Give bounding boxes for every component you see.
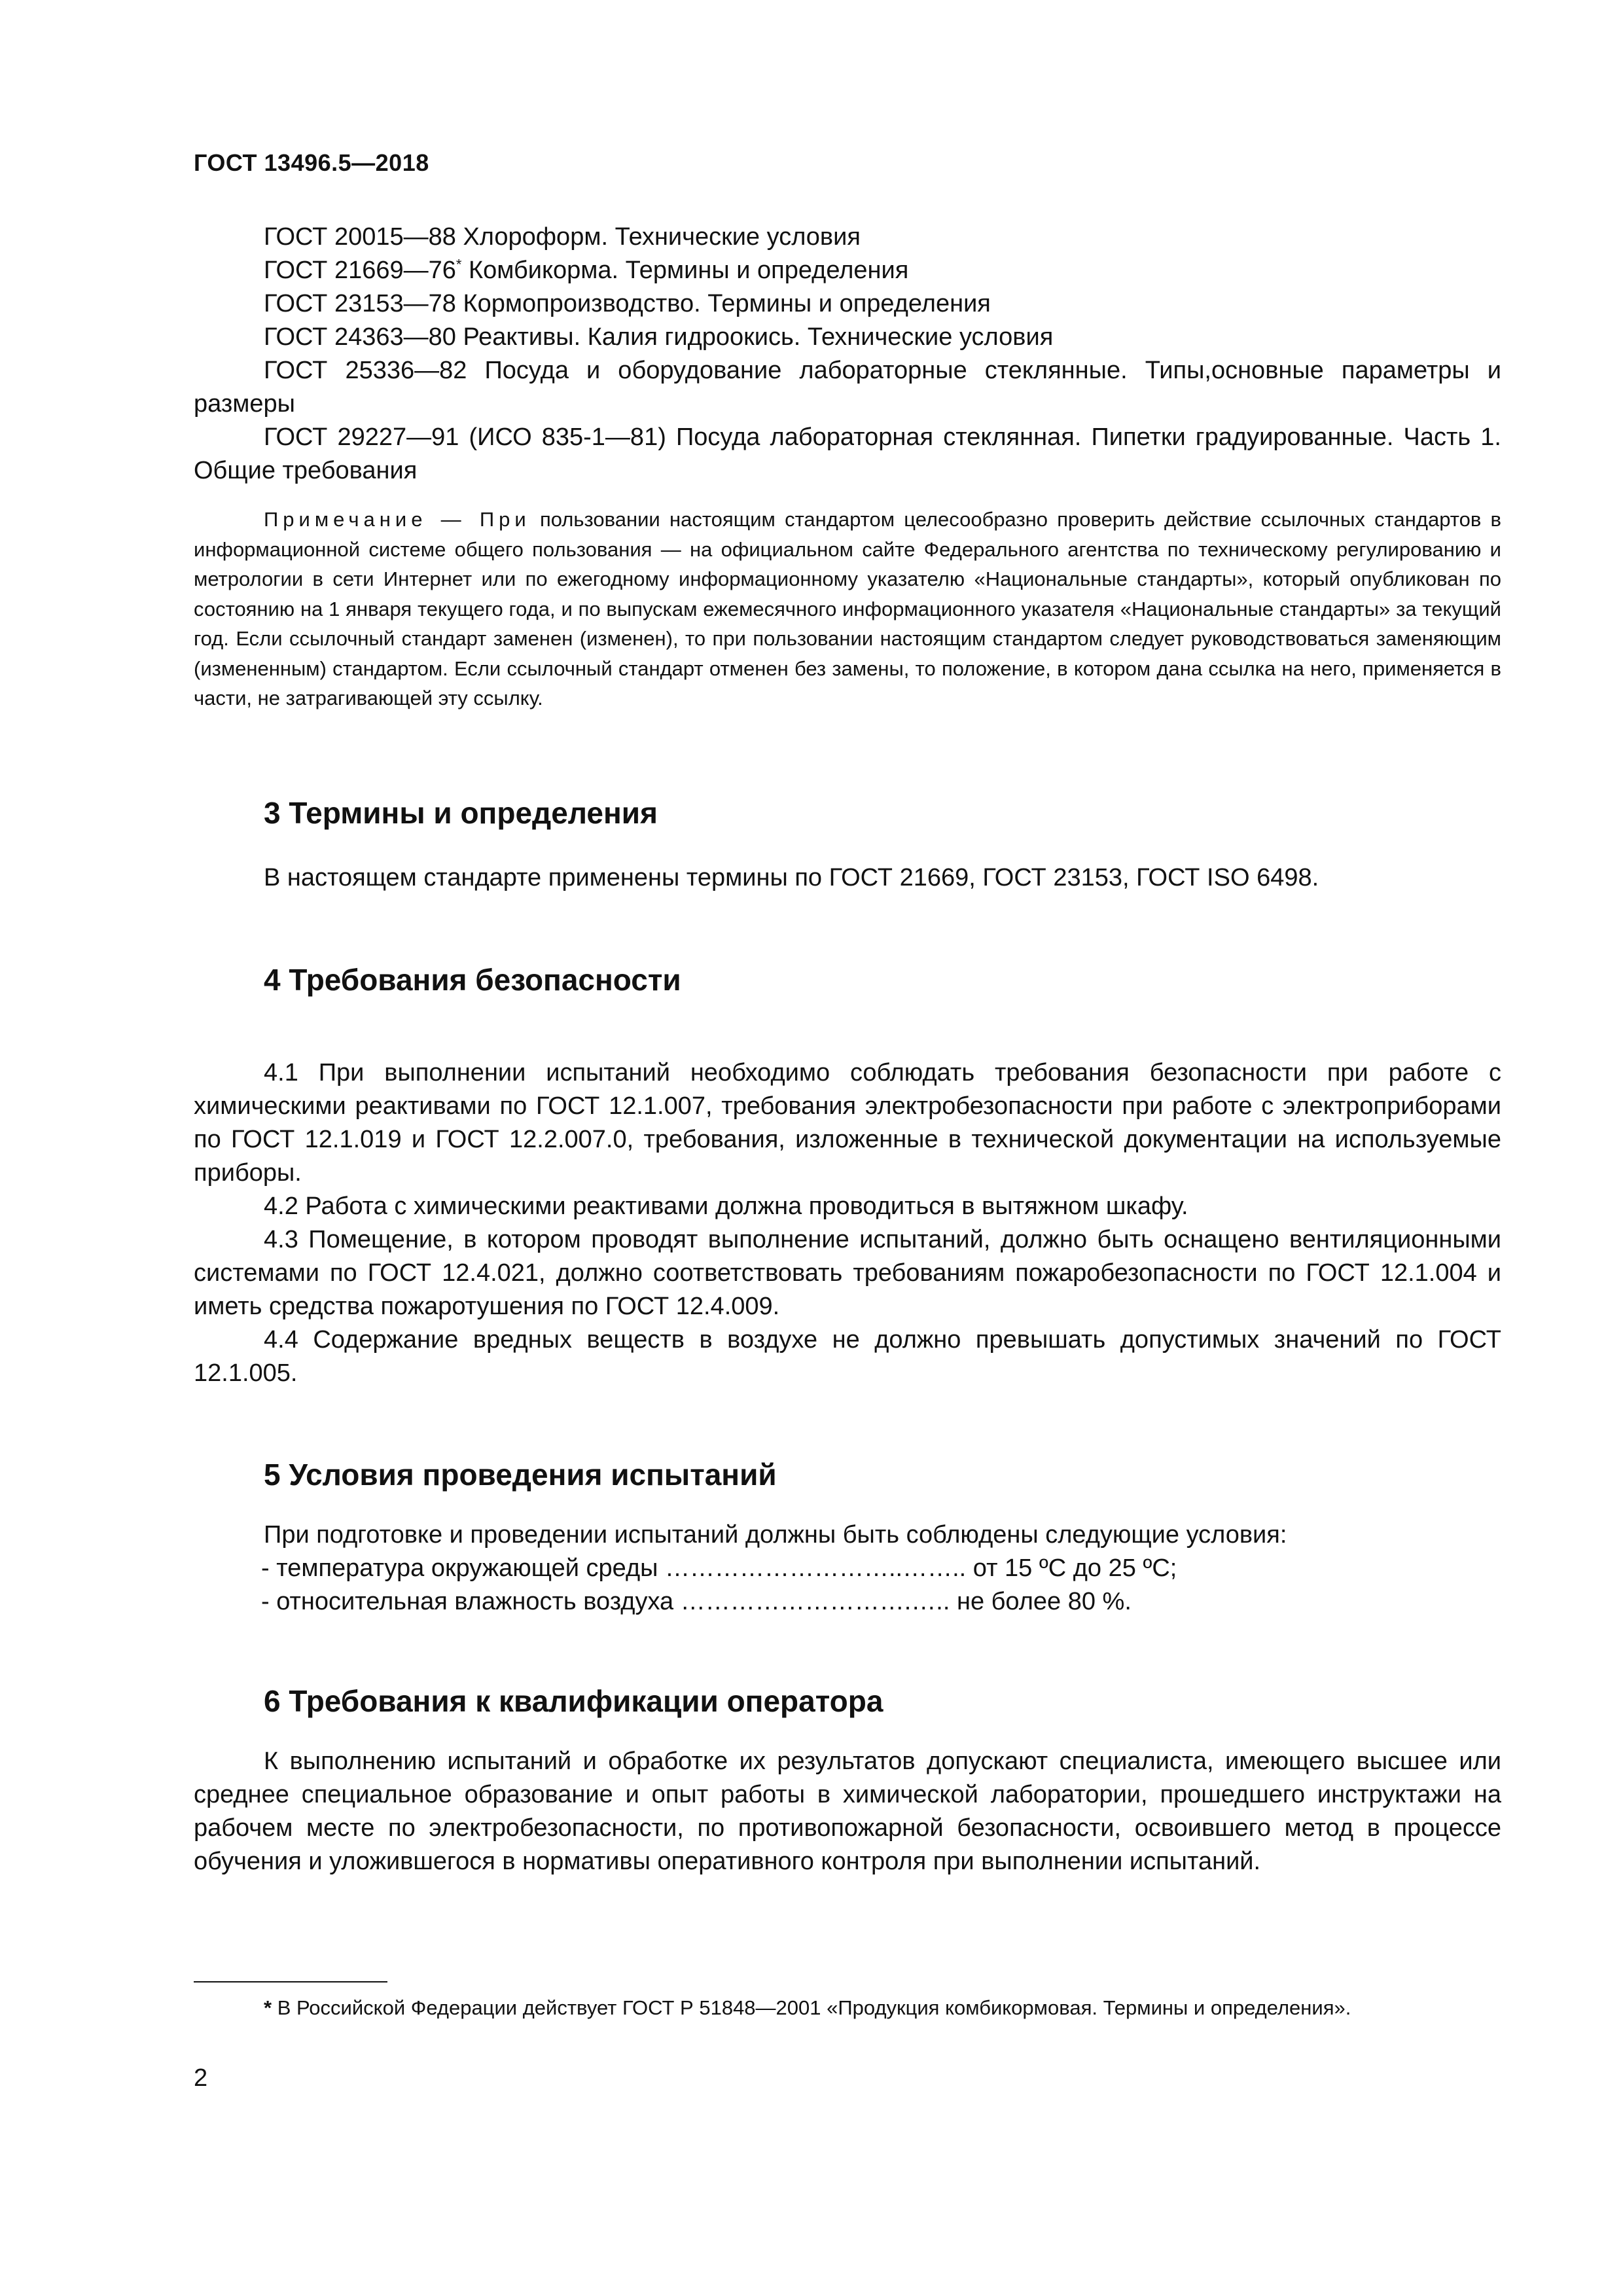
footnote-marker: * bbox=[264, 1996, 272, 2019]
section-4-heading: 4 Требования безопасности bbox=[264, 963, 681, 997]
clause-4-4: 4.4 Содержание вредных веществ в воздухе не должно превышать допустимых значений по ГОСТ 12.1.005. bbox=[194, 1326, 1501, 1387]
condition-humidity: - относительная влажность воздуха ……………………….….. не более 80 %. bbox=[261, 1588, 1132, 1615]
section-3-body bbox=[194, 861, 1501, 895]
section-3-heading: 3 Термины и определения bbox=[264, 796, 658, 830]
section-5-body bbox=[194, 1518, 1501, 1619]
section-5-heading: 5 Условия проведения испытаний bbox=[264, 1458, 777, 1492]
note-label: Примечание — При bbox=[264, 508, 531, 531]
reference-item: ГОСТ 24363—80 Реактивы. Калия гидроокись. Технические условия bbox=[264, 323, 1054, 351]
reference-item: ГОСТ 20015—88 Хлороформ. Технические условия bbox=[264, 223, 861, 251]
clause-4-1: 4.1 При выполнении испытаний необходимо соблюдать требования безопасности при работе с химическими реактивами по ГОСТ 12.1.007, требования электробезопасности при работе с электроприборами по ГОСТ 12.1.019 и ГОСТ 12.2.007.0, требования, изложенные в технической документации на используемые приборы. bbox=[194, 1059, 1501, 1187]
note-block bbox=[194, 505, 1501, 713]
note-text: Примечание — При пользовании настоящим стандартом целесообразно проверить действие ссылочных стандартов в информационной системе общего пользования — на официальном сайте Федерального агентства по техническому регулированию и метрологии в сети Интернет или по ежегодному информационному указателю «Национальные стандарты», который опубликован по состоянию на 1 января текущего года, и по выпускам ежемесячного информационного указателя «Национальные стандарты» за текущий год. Если ссылочный стандарт заменен (изменен), то при пользовании настоящим стандартом следует руководствоваться заменяющим (измененным) стандартом. Если ссылочный стандарт отменен без замены, то положение, в котором дана ссылка на него, применяется в части, не затрагивающей эту ссылку. bbox=[194, 508, 1501, 709]
footnote-divider bbox=[194, 1981, 387, 1982]
reference-item: ГОСТ 23153—78 Кормопроизводство. Термины и определения bbox=[264, 290, 991, 317]
section-5-intro: При подготовке и проведении испытаний должны быть соблюдены следующие условия: bbox=[264, 1521, 1287, 1549]
section-6-heading: 6 Требования к квалификации оператора bbox=[264, 1684, 883, 1718]
section-3-text: В настоящем стандарте применены термины по ГОСТ 21669, ГОСТ 23153, ГОСТ ISO 6498. bbox=[264, 864, 1319, 891]
clause-4-2: 4.2 Работа с химическими реактивами должна проводиться в вытяжном шкафу. bbox=[264, 1193, 1188, 1220]
section-6-body bbox=[194, 1745, 1501, 1878]
footnote-marker: * bbox=[455, 256, 462, 273]
footnote: * В Российской Федерации действует ГОСТ Р 51848—2001 «Продукция комбикормовая. Термины и определения». bbox=[264, 1996, 1351, 2019]
document-header: ГОСТ 13496.5—2018 bbox=[194, 149, 429, 176]
section-4-body bbox=[194, 1056, 1501, 1390]
clause-4-3: 4.3 Помещение, в котором проводят выполнение испытаний, должно быть оснащено вентиляционными системами по ГОСТ 12.4.021, должно соответствовать требованиям пожаробезопасности по ГОСТ 12.1.004 и иметь средства пожаротушения по ГОСТ 12.4.009. bbox=[194, 1226, 1501, 1320]
condition-temperature: - температура окружающей среды ………………………..…….. от 15 ºС до 25 ºС; bbox=[261, 1554, 1177, 1582]
reference-item: ГОСТ 21669—76* Комбикорма. Термины и определения bbox=[264, 256, 909, 284]
reference-item: ГОСТ 29227—91 (ИСО 835-1—81) Посуда лабораторная стеклянная. Пипетки градуированные. Часть 1. Общие требования bbox=[194, 423, 1501, 484]
reference-item: ГОСТ 25336—82 Посуда и оборудование лабораторные стеклянные. Типы,основные параметры и размеры bbox=[194, 357, 1501, 418]
page-number: 2 bbox=[194, 2064, 208, 2092]
references-list bbox=[194, 221, 1501, 488]
section-6-text: К выполнению испытаний и обработке их результатов допускают специалиста, имеющего высшее или среднее специальное образование и опыт работы в химической лаборатории, прошедшего инструктажи на рабочем месте по электробезопасности, по противопожарной безопасности, освоившего метод в процессе обучения и уложившегося в нормативы оперативного контроля при выполнении испытаний. bbox=[194, 1748, 1501, 1875]
